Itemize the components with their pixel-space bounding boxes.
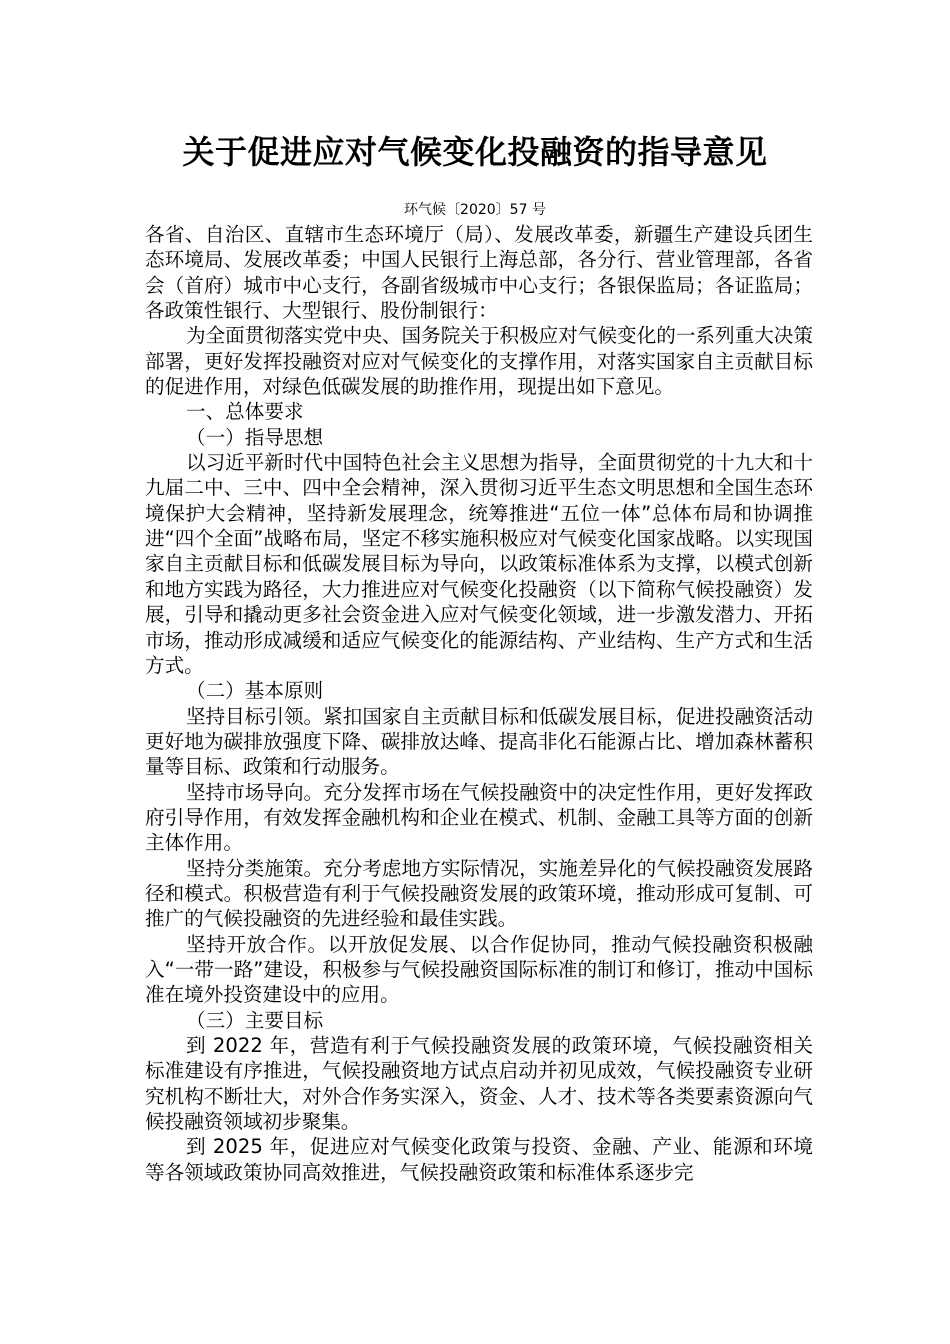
intro-paragraph: 为全面贯彻落实党中央、国务院关于积极应对气候变化的一系列重大决策部署，更好发挥投融资对应对气候变化的支撑作用，对落实国家自主贡献目标的促进作用，对绿色低碳发展的助推作用，现提出如下意见。 <box>145 324 813 399</box>
guiding-ideology-paragraph: 以习近平新时代中国特色社会主义思想为指导，全面贯彻党的十九大和十九届二中、三中、四中全会精神，深入贯彻习近平生态文明思想和全国生态环境保护大会精神，坚持新发展理念，统筹推进“五位一体”总体布局和协调推进“四个全面”战略布局，坚定不移实施积极应对气候变化国家战略。以实现国家自主贡献目标和低碳发展目标为导向，以政策标准体系为支撑，以模式创新和地方实践为路径，大力推进应对气候变化投融资（以下简称气候投融资）发展，引导和撬动更多社会资金进入应对气候变化领域，进一步激发潜力、开拓市场，推动形成减缓和适应气候变化的能源结构、产业结构、生产方式和生活方式。 <box>145 451 813 677</box>
goal-2025-paragraph: 到 2025 年，促进应对气候变化政策与投资、金融、产业、能源和环境等各领域政策协同高效推进，气候投融资政策和标准体系逐步完 <box>145 1135 813 1184</box>
document-title: 关于促进应对气候变化投融资的指导意见 <box>182 133 768 171</box>
principle-open-cooperation-paragraph: 坚持开放合作。以开放促发展、以合作促协同，推动气候投融资积极融入“一带一路”建设，积极参与气候投融资国际标准的制订和修订，推动中国标准在境外投资建设中的应用。 <box>145 932 813 1007</box>
principle-market-oriented-paragraph: 坚持市场导向。充分发挥市场在气候投融资中的决定性作用，更好发挥政府引导作用，有效发挥金融机构和企业在模式、机制、金融工具等方面的创新主体作用。 <box>145 780 813 855</box>
principle-goal-oriented-paragraph: 坚持目标引领。紧扣国家自主贡献目标和低碳发展目标，促进投融资活动更好地为碳排放强度下降、碳排放达峰、提高非化石能源占比、增加森林蓄积量等目标、政策和行动服务。 <box>145 704 813 779</box>
section-heading-general-requirements: 一、总体要求 <box>186 400 304 424</box>
document-body <box>145 222 813 1185</box>
principle-classified-policy-paragraph: 坚持分类施策。充分考虑地方实际情况，实施差异化的气候投融资发展路径和模式。积极营造有利于气候投融资发展的政策环境，推动形成可复制、可推广的气候投融资的先进经验和最佳实践。 <box>145 856 813 931</box>
subheading-guiding-ideology: （一）指导思想 <box>186 425 324 449</box>
subheading-basic-principles: （二）基本原则 <box>186 679 324 703</box>
goal-2022-paragraph: 到 2022 年，营造有利于气候投融资发展的政策环境，气候投融资相关标准建设有序推进，气候投融资地方试点启动并初见成效，气候投融资专业研究机构不断壮大，对外合作务实深入，资金、人才、技术等各类要素资源向气候投融资领域初步聚集。 <box>145 1034 813 1134</box>
subheading-main-goals: （三）主要目标 <box>186 1008 324 1032</box>
addressees-paragraph: 各省、自治区、直辖市生态环境厅（局）、发展改革委，新疆生产建设兵团生态环境局、发展改革委；中国人民银行上海总部，各分行、营业管理部，各省会（首府）城市中心支行，各副省级城市中心支行；各银保监局；各证监局；各政策性银行、大型银行、股份制银行： <box>145 223 813 323</box>
document-number: 环气候〔2020〕57 号 <box>404 202 546 218</box>
